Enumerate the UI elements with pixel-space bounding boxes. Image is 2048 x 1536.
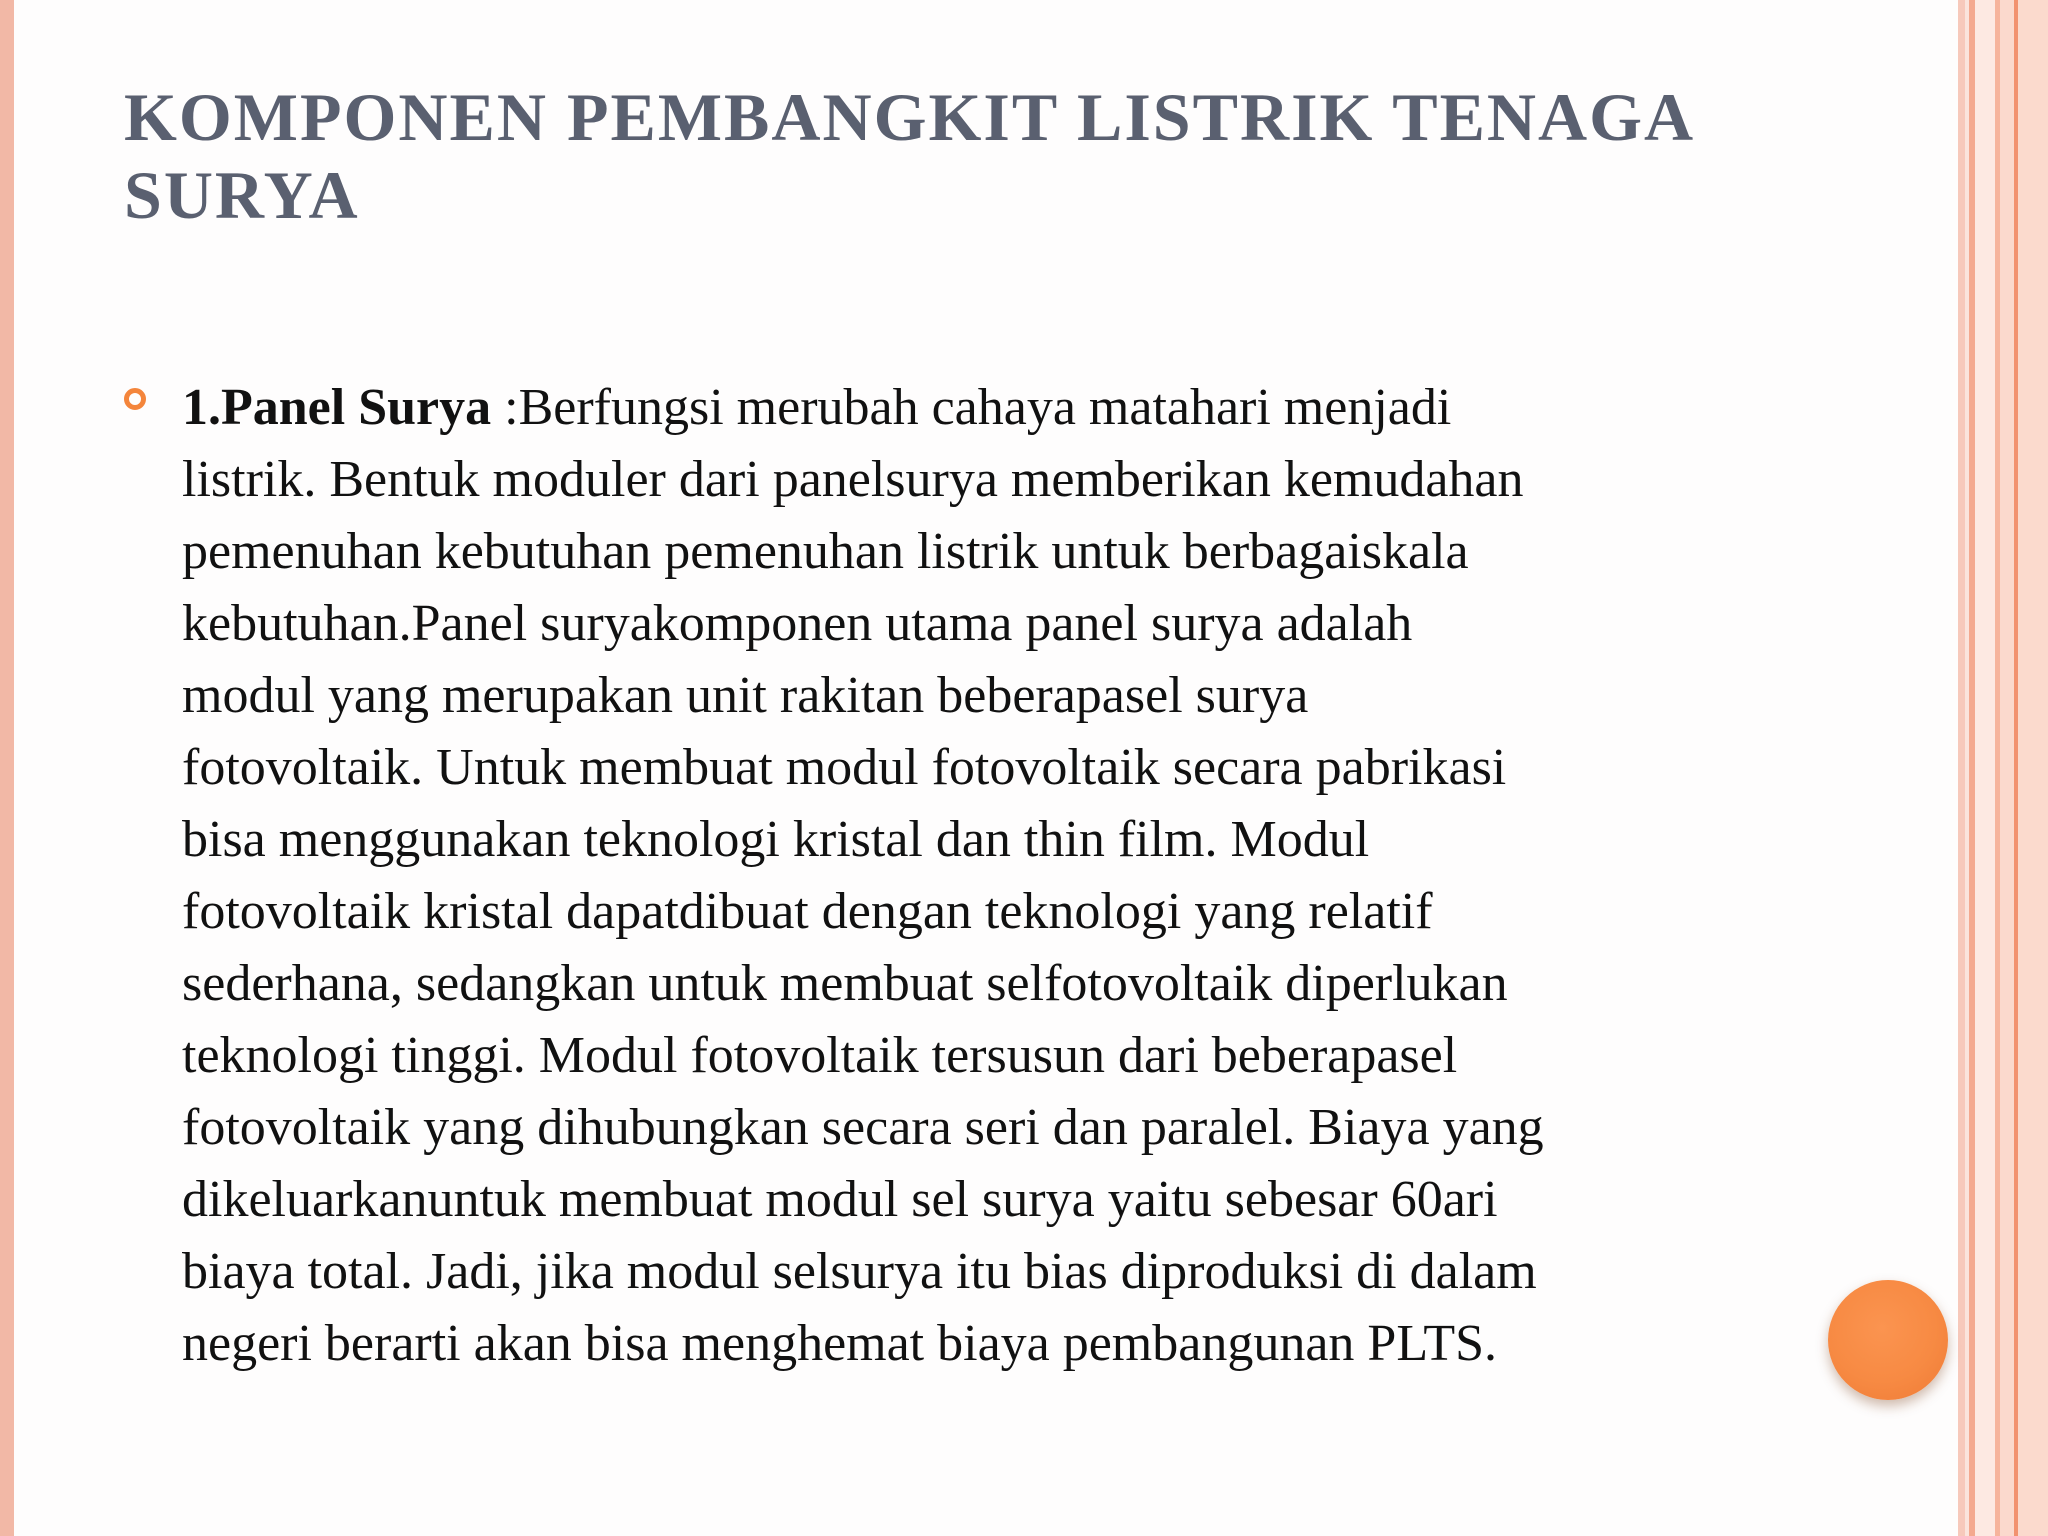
bullet-line: modul yang merupakan unit rakitan beberapasel surya <box>182 667 1309 724</box>
bullet-line: dikeluarkanuntuk membuat modul sel surya yaitu sebesar 60ari <box>182 1171 1498 1228</box>
bullet-line: fotovoltaik yang dihubungkan secara seri dan paralel. Biaya yang <box>182 1099 1544 1156</box>
bullet-lead: 1.Panel Surya <box>182 379 492 436</box>
hollow-circle-bullet-icon <box>124 388 146 410</box>
right-border-band <box>2018 0 2048 1536</box>
bullet-line: pemenuhan kebutuhan pemenuhan listrik untuk berbagaiskala <box>182 523 1469 580</box>
right-border-band <box>1958 0 1965 1536</box>
bullet-line-text: :Berfungsi merubah cahaya matahari menjadi <box>491 379 1452 436</box>
bullet-line: bisa menggunakan teknologi kristal dan thin film. Modul <box>182 811 1370 868</box>
slide-content <box>124 372 1784 1380</box>
bullet-line <box>182 372 1784 444</box>
bullet-line: sederhana, sedangkan untuk membuat selfotovoltaik diperlukan <box>182 955 1508 1012</box>
slide-title: KOMPONEN PEMBANGKIT LISTRIK TENAGA SURYA <box>124 79 1692 233</box>
bullet-item <box>124 372 1784 1380</box>
bullet-line: fotovoltaik kristal dapatdibuat dengan teknologi yang relatif <box>182 883 1433 940</box>
bullet-line: biaya total. Jadi, jika modul selsurya itu bias diproduksi di dalam <box>182 1243 1537 1300</box>
bullet-line: negeri berarti akan bisa menghemat biaya pembangunan PLTS. <box>182 1315 1498 1372</box>
right-border-band <box>1975 0 1995 1536</box>
bullet-line: fotovoltaik. Untuk membuat modul fotovoltaik secara pabrikasi <box>182 739 1507 796</box>
bullet-line: listrik. Bentuk moduler dari panelsurya memberikan kemudahan <box>182 451 1524 508</box>
orange-circle-decoration <box>1828 1280 1948 1400</box>
bullet-line: teknologi tinggi. Modul fotovoltaik tersusun dari beberapasel <box>182 1027 1458 1084</box>
bullet-line: kebutuhan.Panel suryakomponen utama panel surya adalah <box>182 595 1413 652</box>
right-border-band <box>2000 0 2014 1536</box>
left-border-stripe <box>0 0 14 1536</box>
